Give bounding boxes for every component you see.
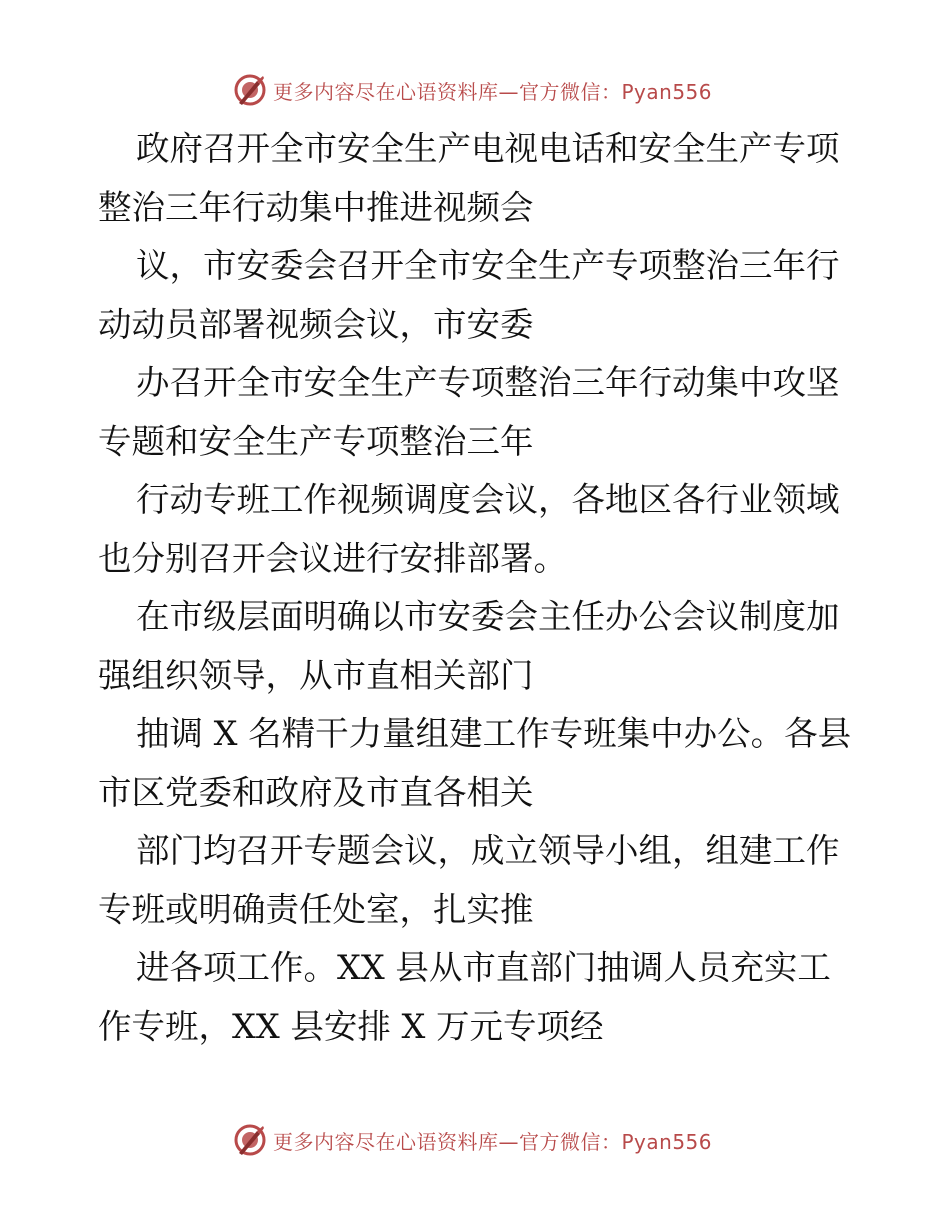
paragraph: 议，市安委会召开全市安全生产专项整治三年行动动员部署视频会议，市安委 (98, 246, 840, 344)
header-watermark-banner (233, 72, 712, 108)
banner-text: 更多内容尽在心语资料库—官方微信：Pyan556 (273, 79, 713, 104)
quill-pen-logo-icon (233, 1123, 267, 1157)
paragraph: 办召开全市安全生产专项整治三年行动集中攻坚专题和安全生产专项整治三年 (98, 363, 840, 461)
paragraph: 抽调 X 名精干力量组建工作专班集中办公。各县市区党委和政府及市直各相关 (98, 714, 852, 812)
banner-text: 更多内容尽在心语资料库—官方微信：Pyan556 (273, 1129, 713, 1154)
paragraph: 进各项工作。XX 县从市直部门抽调人员充实工作专班，XX 县安排 X 万元专项经 (98, 948, 831, 1046)
paragraph: 部门均召开专题会议，成立领导小组，组建工作专班或明确责任处室，扎实推 (98, 831, 840, 929)
quill-pen-logo-icon (233, 73, 267, 107)
footer-watermark-banner (233, 1122, 712, 1158)
paragraph: 在市级层面明确以市安委会主任办公会议制度加强组织领导，从市直相关部门 (98, 597, 840, 695)
paragraph: 政府召开全市安全生产电视电话和安全生产专项整治三年行动集中推进视频会 (98, 129, 840, 227)
paragraph: 行动专班工作视频调度会议，各地区各行业领域也分别召开会议进行安排部署。 (98, 480, 840, 578)
document-body (98, 120, 858, 1056)
